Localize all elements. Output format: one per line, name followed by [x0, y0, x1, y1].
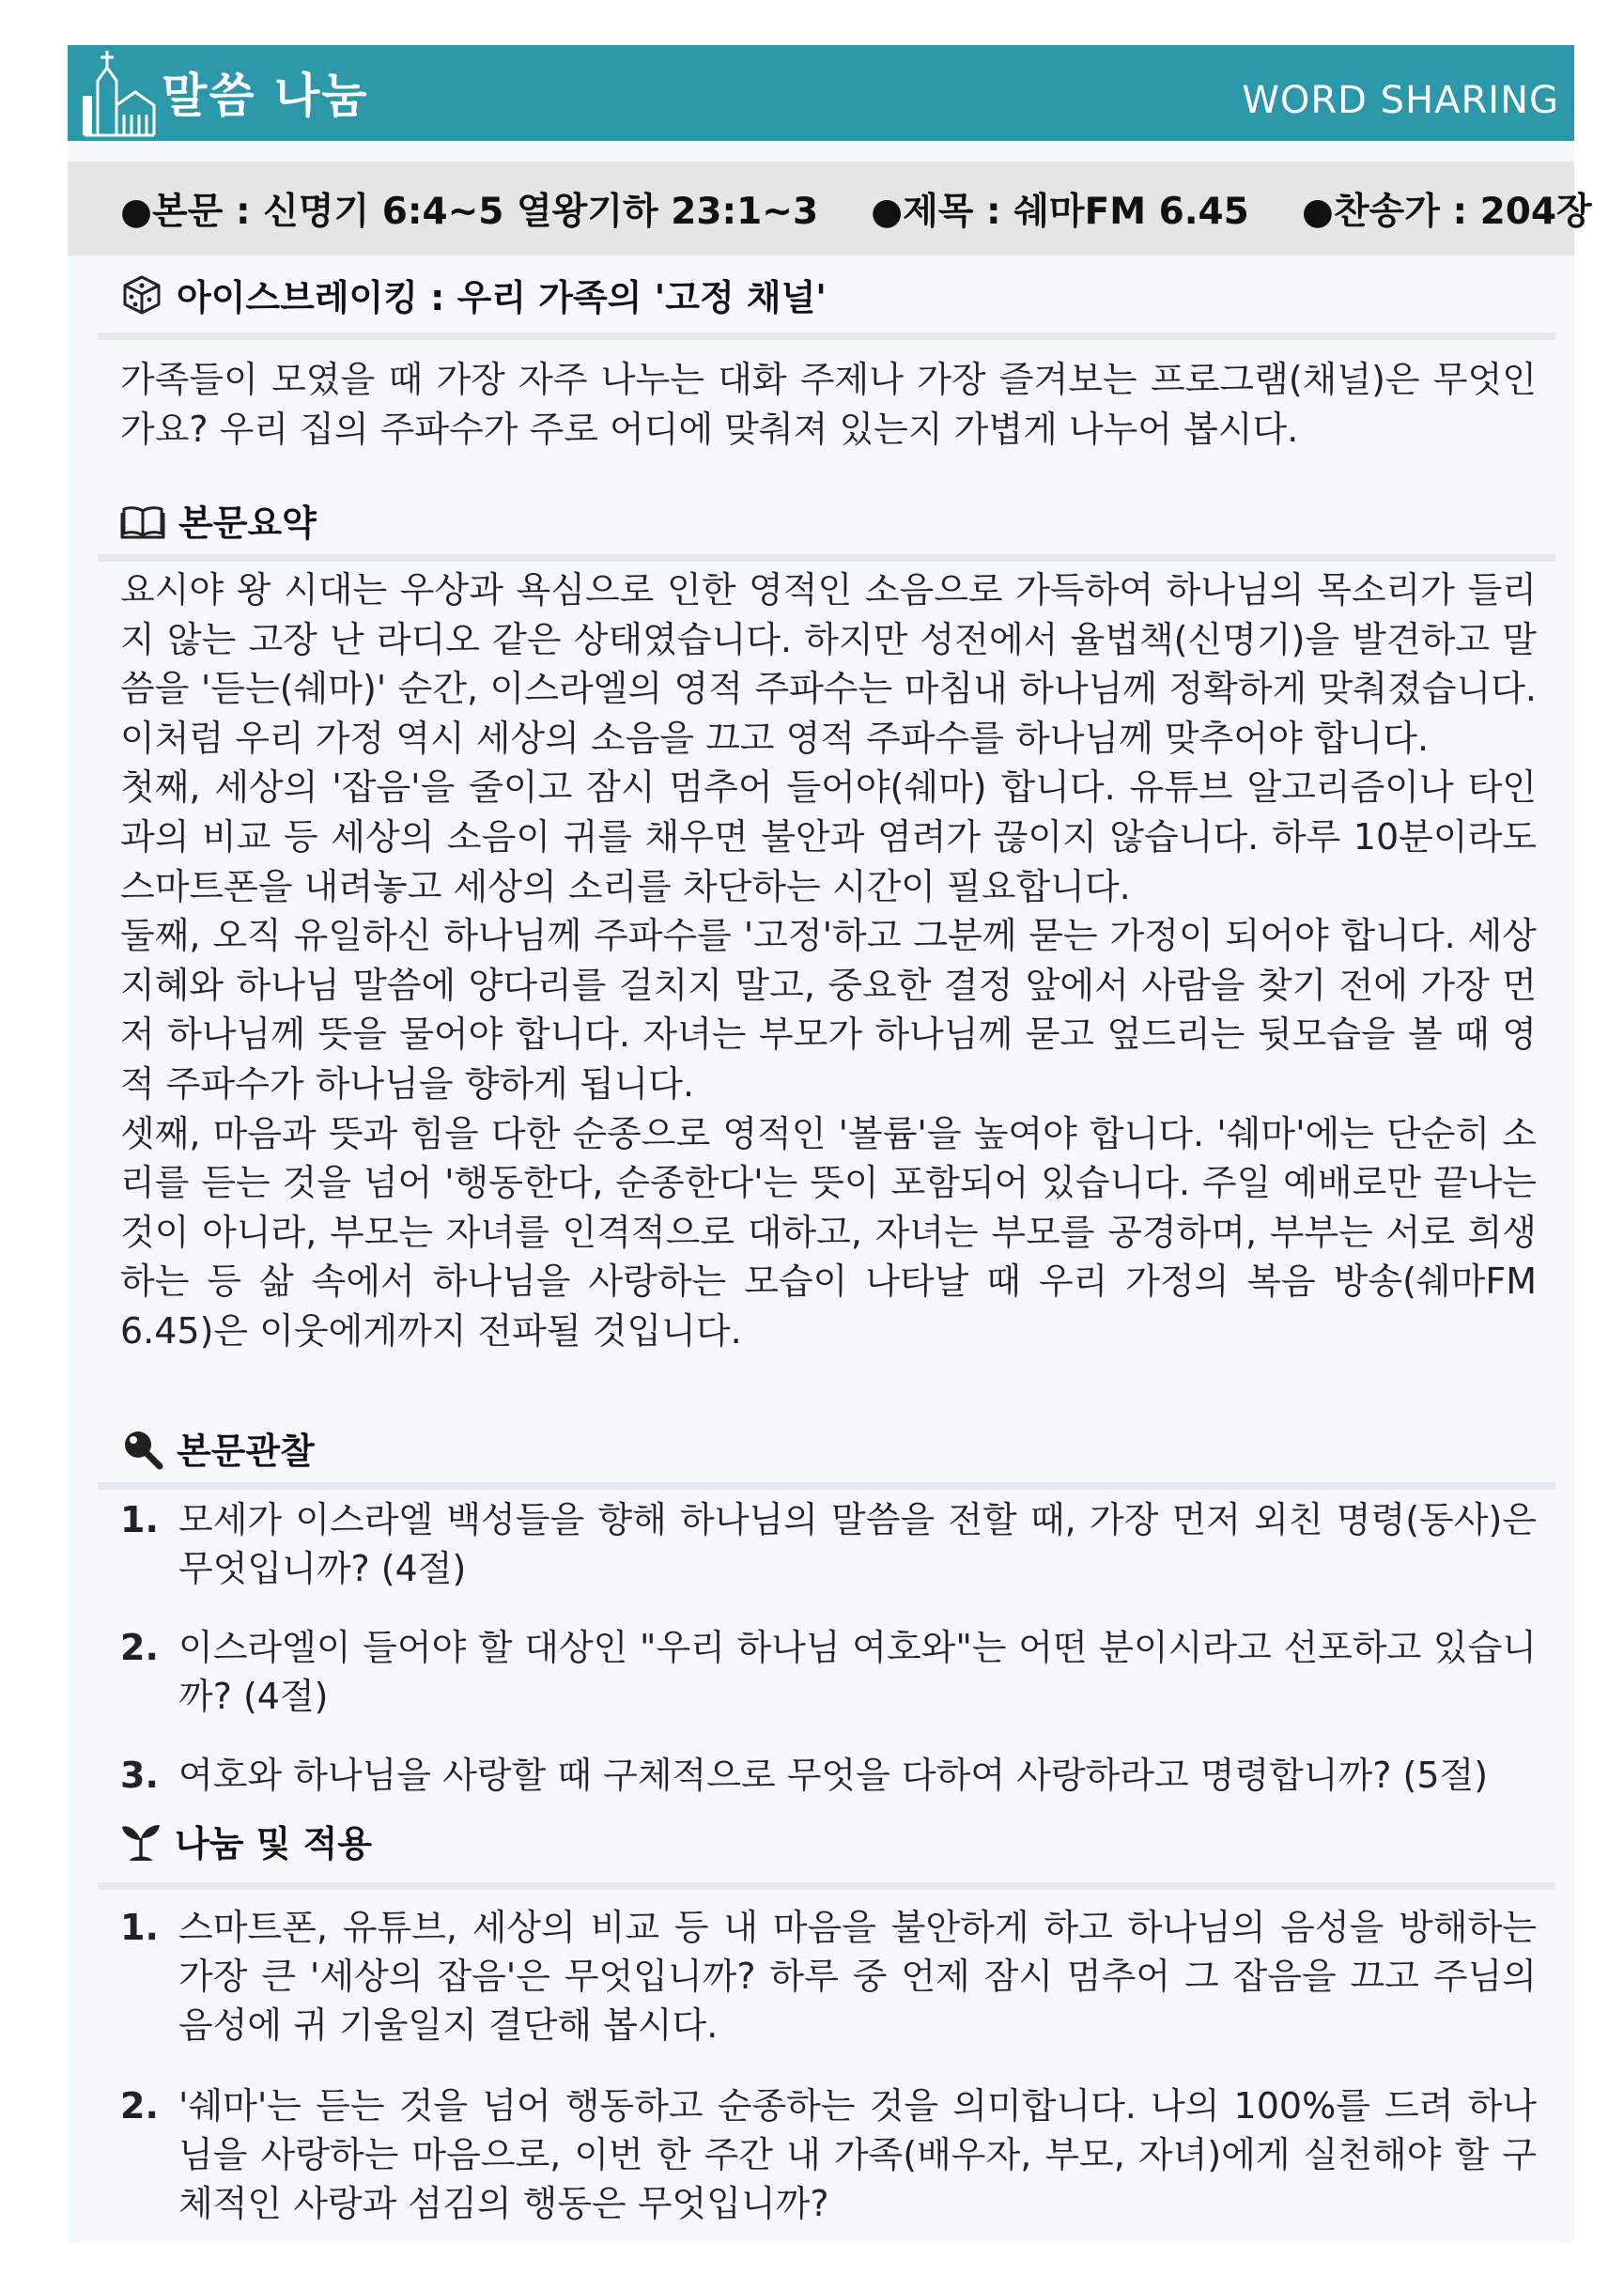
summary-paragraph: 요시야 왕 시대는 우상과 욕심으로 인한 영적인 소음으로 가득하여 하나님의 목소리가 들리지 않는 고장 난 라디오 같은 상태였습니다. 하지만 성전에서 율법책(신명기)을 발견하고 말씀을 '듣는(쉐마)' 순간, 이스라엘의 영적 주파수는 마침내 하나님께 정확하게 맞춰졌습니다. 이처럼 우리 가정 역시 세상의 소음을 끄고 영적 주파수를 하나님께 맞추어야 합니다. [120, 569, 1537, 759]
question-number: 1. [120, 1907, 159, 1948]
scripture-reference: ●본문 : 신명기 6:4~5 열왕기하 23:1~3 [120, 191, 819, 233]
observation-question [120, 1495, 1537, 1593]
application-question [120, 1903, 1537, 2050]
divider [98, 1882, 1555, 1890]
question-number: 3. [120, 1755, 159, 1796]
application-heading [120, 1815, 372, 1866]
question-text: 여호와 하나님을 사랑할 때 구체적으로 무엇을 다하여 사랑하라고 명령합니까? (5절) [178, 1755, 1489, 1796]
observation-heading-text: 본문관찰 [177, 1431, 315, 1472]
book-icon [120, 502, 165, 539]
question-text: 모세가 이스라엘 백성들을 향해 하나님의 말씀을 전할 때, 가장 먼저 외친 명령(동사)은 무엇입니까? (4절) [178, 1499, 1537, 1589]
magnifier-icon [120, 1427, 163, 1470]
summary-paragraph: 첫째, 세상의 '잡음'을 줄이고 잠시 멈추어 들어야(쉐마) 합니다. 유튜브 알고리즘이나 타인과의 비교 등 세상의 소음이 귀를 채우면 불안과 염려가 끊이지 않습니다. 하루 10분이라도 스마트폰을 내려놓고 세상의 소리를 차단하는 시간이 필요합니다. [120, 766, 1537, 907]
application-heading-text: 나눔 및 적용 [175, 1823, 372, 1864]
divider [98, 554, 1555, 562]
observation-heading [120, 1422, 315, 1474]
question-number: 2. [120, 2085, 159, 2127]
summary-heading [120, 494, 317, 546]
header-title: 말씀 나눔 [162, 69, 369, 123]
divider [98, 1482, 1555, 1490]
sermon-title: ●제목 : 쉐마FM 6.45 [871, 191, 1249, 233]
icebreaking-heading-text: 아이스브레이킹 : 우리 가족의 '고정 채널' [177, 277, 827, 318]
summary-heading-text: 본문요약 [178, 503, 317, 544]
icebreaking-heading [120, 269, 827, 320]
summary-paragraph: 셋째, 마음과 뜻과 힘을 다한 순종으로 영적인 '볼륨'을 높여야 합니다. '쉐마'에는 단순히 소리를 듣는 것을 넘어 '행동한다, 순종한다'는 뜻이 포함되어 있습니다. 주일 예배로만 끝나는 것이 아니라, 부모는 자녀를 인격적으로 대하고, 자녀는 부모를 공경하며, 부부는 서로 희생하는 등 삶 속에서 하나님을 사랑하는 모습이 나타날 때 우리 가정의 복음 방송(쉐마FM 6.45)은 이웃에게까지 전파될 것입니다. [120, 1112, 1537, 1352]
divider [98, 333, 1555, 340]
header-banner [68, 45, 1574, 141]
header-subtitle: WORD SHARING [1242, 79, 1559, 122]
question-text: 스마트폰, 유튜브, 세상의 비교 등 내 마음을 불안하게 하고 하나님의 음성을 방해하는 가장 큰 '세상의 잡음'은 무엇입니까? 하루 중 언제 잠시 멈추어 그 잡음을 끄고 주님의 음성에 귀 기울일지 결단해 봅시다. [178, 1907, 1537, 2046]
summary-paragraph: 둘째, 오직 유일하신 하나님께 주파수를 '고정'하고 그분께 묻는 가정이 되어야 합니다. 세상 지혜와 하나님 말씀에 양다리를 걸치지 말고, 중요한 결정 앞에서 사람을 찾기 전에 가장 먼저 하나님께 뜻을 물어야 합니다. 자녀는 부모가 하나님께 묻고 엎드리는 뒷모습을 볼 때 영적 주파수가 하나님을 향하게 됩니다. [120, 915, 1537, 1105]
icebreaking-text: 가족들이 모였을 때 가장 자주 나누는 대화 주제나 가장 즐겨보는 프로그램(채널)은 무엇인가요? 우리 집의 주파수가 주로 어디에 맞춰져 있는지 가볍게 나누어 봅시다. [120, 359, 1537, 450]
dice-icon [120, 273, 163, 317]
question-text: '쉐마'는 듣는 것을 넘어 행동하고 순종하는 것을 의미합니다. 나의 100%를 드려 하나님을 사랑하는 마음으로, 이번 한 주간 내 가족(배우자, 부모, 자녀)에게 실천해야 할 구체적인 사랑과 섬김의 행동은 무엇입니까? [178, 2085, 1537, 2224]
info-bar [68, 162, 1592, 255]
question-number: 1. [120, 1499, 159, 1540]
question-number: 2. [120, 1627, 159, 1668]
hymn-number: ●찬송가 : 204장 [1301, 191, 1592, 233]
summary-body [120, 565, 1537, 1356]
application-question [120, 2081, 1537, 2228]
question-text: 이스라엘이 들어야 할 대상인 "우리 하나님 여호와"는 어떤 분이시라고 선포하고 있습니까? (4절) [178, 1627, 1537, 1717]
observation-question [120, 1623, 1537, 1721]
observation-question [120, 1751, 1537, 1800]
sprout-icon [120, 1819, 162, 1863]
